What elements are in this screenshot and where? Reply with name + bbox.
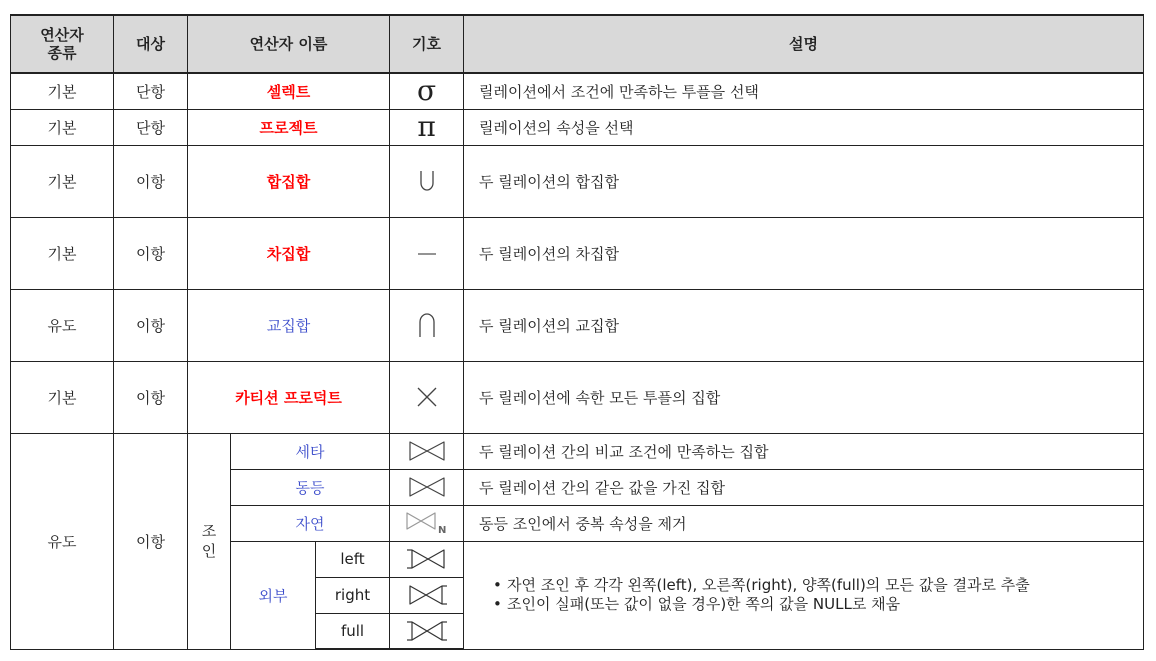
outer-join-description <box>464 541 1144 649</box>
list-item: • 자연 조인 후 각각 왼쪽(left), 오른쪽(right), 양쪽(full)의 모든 값을 결과로 추출 <box>493 576 1143 595</box>
header-category-line1: 연산자 <box>40 26 84 44</box>
table-row <box>11 73 1144 109</box>
pi-icon: π <box>417 110 436 143</box>
symbol-cell <box>390 73 464 109</box>
left-outer-join-icon <box>406 547 448 571</box>
target-cell: 단항 <box>114 109 188 145</box>
symbol-cell <box>390 289 464 361</box>
list-item: • 조인이 실패(또는 값이 없을 경우)한 쪽의 값을 NULL로 채움 <box>493 595 1143 614</box>
target-cell: 이항 <box>114 289 188 361</box>
svg-text:N: N <box>437 525 446 535</box>
minus-icon <box>417 251 437 257</box>
bowtie-icon <box>408 476 446 498</box>
symbol-cell <box>390 109 464 145</box>
category-cell: 유도 <box>11 289 114 361</box>
header-name: 연산자 이름 <box>188 15 390 73</box>
table-row <box>11 289 1144 361</box>
description-cell: 두 릴레이션의 합집합 <box>464 145 1144 217</box>
operator-name: 자연 <box>231 505 390 541</box>
description-cell: 두 릴레이션 간의 비교 조건에 만족하는 집합 <box>464 433 1144 469</box>
target-cell: 이항 <box>114 433 188 649</box>
description-cell: 동등 조인에서 중복 속성을 제거 <box>464 505 1144 541</box>
full-outer-join-icon <box>406 619 448 643</box>
symbol-cell <box>390 145 464 217</box>
target-cell: 단항 <box>114 73 188 109</box>
table-row <box>11 145 1144 217</box>
symbol-cell <box>390 217 464 289</box>
symbol-cell <box>390 577 464 613</box>
category-cell: 기본 <box>11 73 114 109</box>
join-group-label <box>188 433 231 649</box>
category-cell: 기본 <box>11 109 114 145</box>
category-cell: 기본 <box>11 217 114 289</box>
relational-operators-table <box>10 14 1144 650</box>
join-label-line2: 인 <box>201 542 217 560</box>
symbol-cell <box>390 613 464 649</box>
outer-join-variant: left <box>316 541 390 577</box>
operator-name: 카티션 프로덕트 <box>188 361 390 433</box>
category-cell: 기본 <box>11 361 114 433</box>
table-row <box>11 433 1144 469</box>
target-cell: 이항 <box>114 217 188 289</box>
description-cell: 두 릴레이션 간의 같은 값을 가진 집합 <box>464 469 1144 505</box>
symbol-cell <box>390 433 464 469</box>
outer-join-variant: full <box>316 613 390 649</box>
operator-name: 교집합 <box>188 289 390 361</box>
sigma-icon: σ <box>416 74 437 108</box>
operator-name: 차집합 <box>188 217 390 289</box>
header-category-line2: 종류 <box>47 44 77 62</box>
bowtie-icon <box>408 440 446 462</box>
operator-name: 외부 <box>231 541 316 649</box>
header-symbol: 기호 <box>390 15 464 73</box>
header-target: 대상 <box>114 15 188 73</box>
join-label-line1: 조 <box>201 522 217 540</box>
union-icon <box>419 170 435 192</box>
operator-name: 프로젝트 <box>188 109 390 145</box>
table-row <box>11 109 1144 145</box>
description-cell: 두 릴레이션의 차집합 <box>464 217 1144 289</box>
description-cell: 릴레이션에서 조건에 만족하는 투플을 선택 <box>464 73 1144 109</box>
outer-join-variant: right <box>316 577 390 613</box>
operator-name: 셀렉트 <box>188 73 390 109</box>
right-outer-join-icon <box>406 583 448 607</box>
operator-name: 동등 <box>231 469 390 505</box>
target-cell: 이항 <box>114 361 188 433</box>
target-cell: 이항 <box>114 145 188 217</box>
symbol-cell <box>390 505 464 541</box>
description-cell: 릴레이션의 속성을 선택 <box>464 109 1144 145</box>
table-row <box>11 361 1144 433</box>
symbol-cell <box>390 541 464 577</box>
category-cell: 기본 <box>11 145 114 217</box>
table-row <box>11 217 1144 289</box>
description-cell: 두 릴레이션에 속한 모든 투플의 집합 <box>464 361 1144 433</box>
category-cell: 유도 <box>11 433 114 649</box>
header-category <box>11 15 114 73</box>
symbol-cell <box>390 469 464 505</box>
operator-name: 세타 <box>231 433 390 469</box>
symbol-cell <box>390 361 464 433</box>
times-icon <box>416 386 438 408</box>
natural-join-icon <box>405 511 449 535</box>
description-cell: 두 릴레이션의 교집합 <box>464 289 1144 361</box>
header-description: 설명 <box>464 15 1144 73</box>
operator-name: 합집합 <box>188 145 390 217</box>
intersection-icon <box>418 312 436 338</box>
